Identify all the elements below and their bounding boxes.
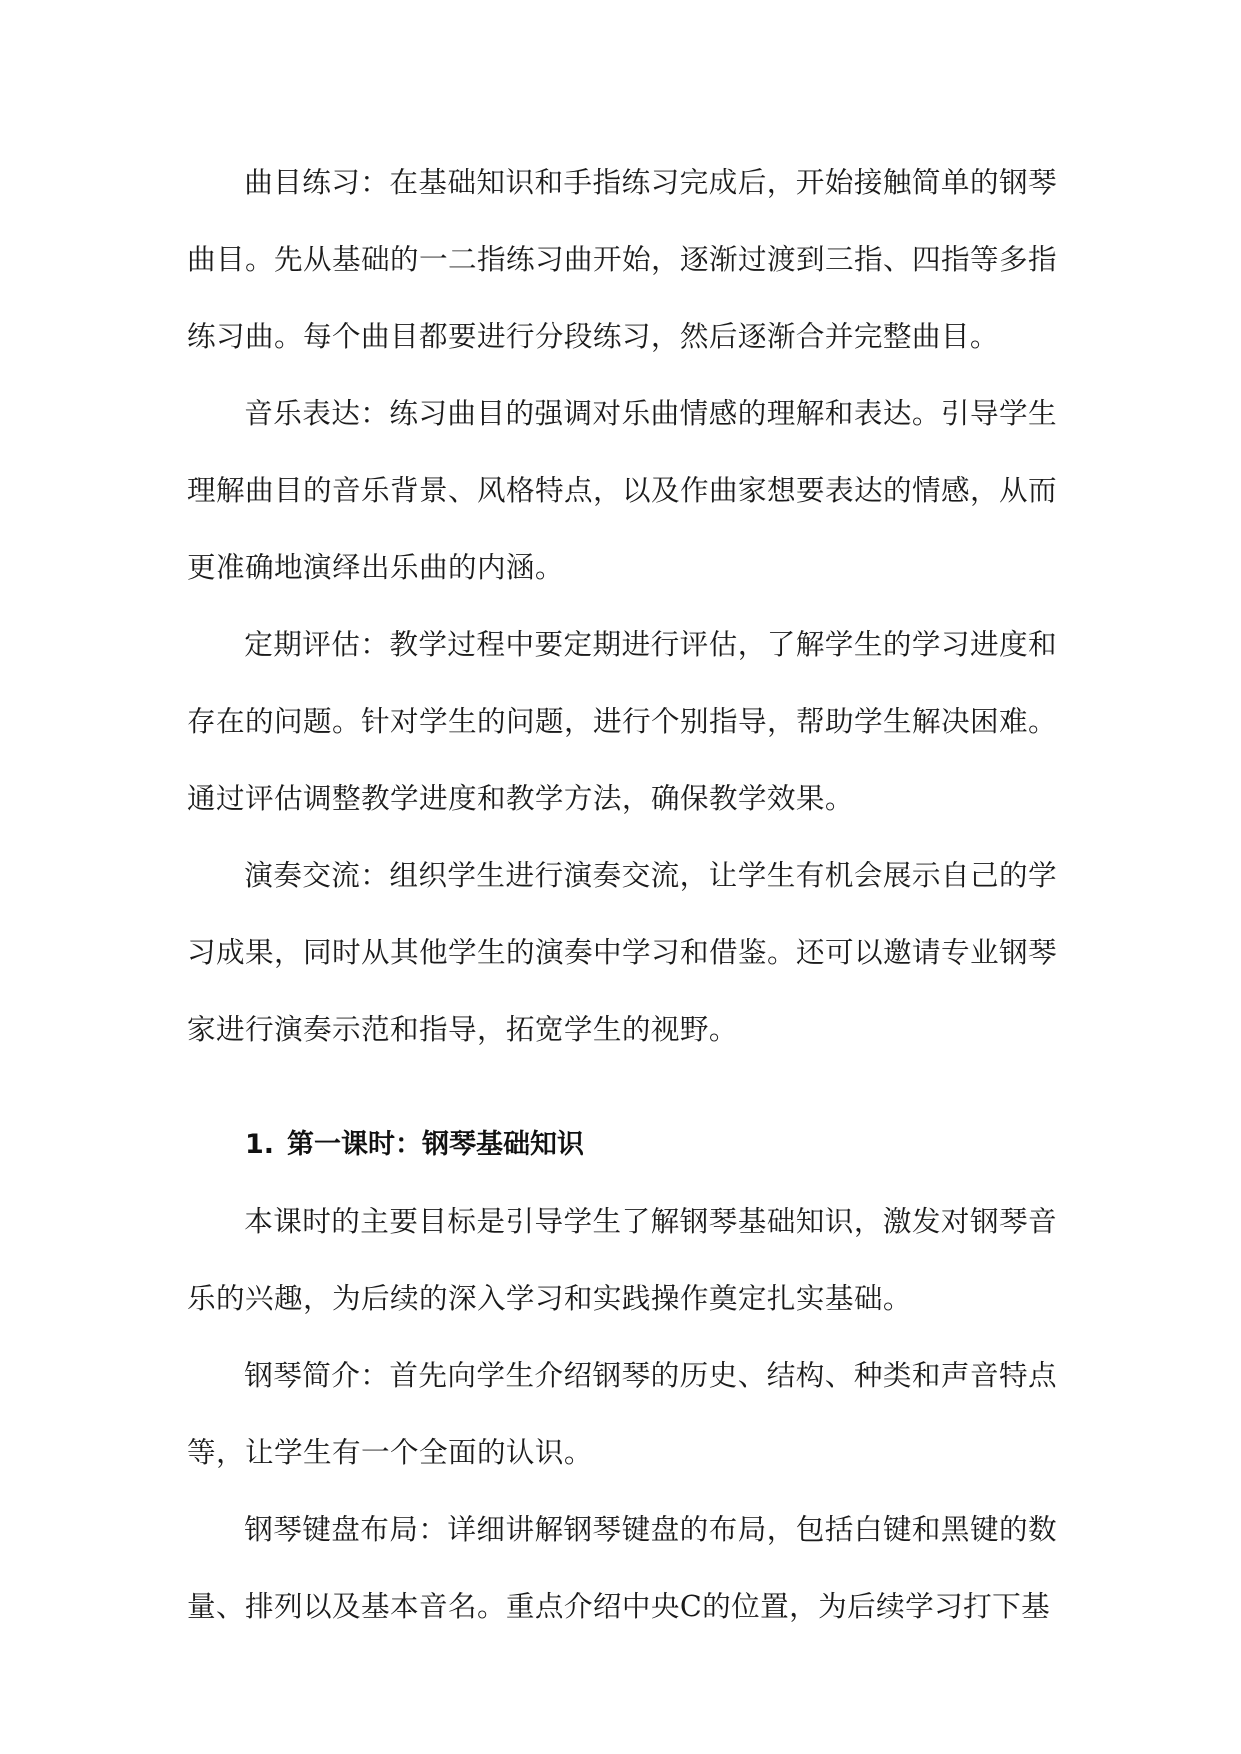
section-heading-title: 第一课时：钢琴基础知识: [287, 1129, 584, 1160]
paragraph-lesson-goal: 本课时的主要目标是引导学生了解钢琴基础知识，激发对钢琴音乐的兴趣，为后续的深入学习和实践操作奠定扎实基础。: [187, 1204, 1057, 1315]
section-heading: [187, 1068, 1057, 1183]
paragraph-keyboard-layout: 钢琴键盘布局：详细讲解钢琴键盘的布局，包括白键和黑键的数量、排列以及基本音名。重点介绍中央C的位置，为后续学习打下基: [187, 1512, 1057, 1623]
paragraph-piece-practice: 曲目练习：在基础知识和手指练习完成后，开始接触简单的钢琴曲目。先从基础的一二指练习曲开始，逐渐过渡到三指、四指等多指练习曲。每个曲目都要进行分段练习，然后逐渐合并完整曲目。: [187, 165, 1057, 353]
paragraph-musical-expression: 音乐表达：练习曲目的强调对乐曲情感的理解和表达。引导学生理解曲目的音乐背景、风格特点，以及作曲家想要表达的情感，从而更准确地演绎出乐曲的内涵。: [187, 396, 1057, 584]
paragraph-regular-assessment: 定期评估：教学过程中要定期进行评估，了解学生的学习进度和存在的问题。针对学生的问题，进行个别指导，帮助学生解决困难。通过评估调整教学进度和教学方法，确保教学效果。: [187, 627, 1057, 815]
section-heading-number: 1.: [245, 1129, 275, 1160]
paragraph-piano-intro: 钢琴简介：首先向学生介绍钢琴的历史、结构、种类和声音特点等，让学生有一个全面的认识。: [187, 1358, 1057, 1469]
document-body: [187, 144, 1057, 1645]
paragraph-performance-exchange: 演奏交流：组织学生进行演奏交流，让学生有机会展示自己的学习成果，同时从其他学生的演奏中学习和借鉴。还可以邀请专业钢琴家进行演奏示范和指导，拓宽学生的视野。: [187, 858, 1057, 1046]
